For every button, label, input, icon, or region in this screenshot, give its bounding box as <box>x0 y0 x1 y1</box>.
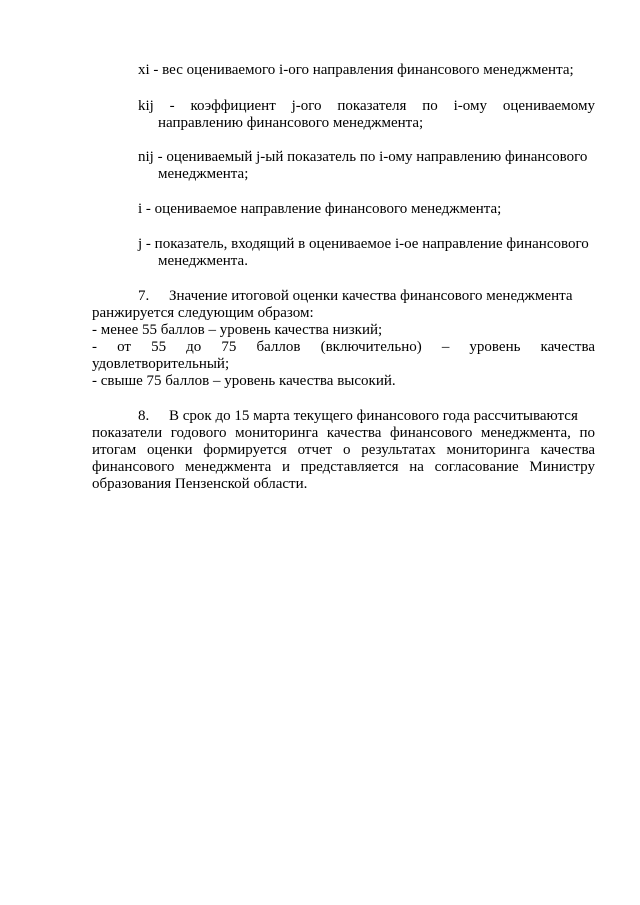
definition-kij <box>138 98 595 132</box>
paragraph-8 <box>92 408 595 493</box>
paragraph-text: показатели годового мониторинга качества финансового менеджмента, по <box>92 425 595 441</box>
definition-text: kij - коэффициент j-ого показателя по i-ому оцениваемому <box>138 98 595 114</box>
paragraph-first-line <box>92 408 595 425</box>
list-item: - свыше 75 баллов – уровень качества высокий. <box>92 373 396 389</box>
paragraph-first-line <box>92 288 595 305</box>
paragraph-number: 8. <box>138 408 150 424</box>
paragraph-text: финансового менеджмента и представляется на согласование Министру <box>92 459 595 475</box>
definition-text: xi - вес оцениваемого i-ого направления финансового менеджмента; <box>138 62 574 78</box>
paragraph-number: 7. <box>138 288 150 304</box>
list-item: - менее 55 баллов – уровень качества низкий; <box>92 322 383 338</box>
list-item-continuation: удовлетворительный; <box>92 356 230 372</box>
paragraph-text: Значение итоговой оценки качества финансового менеджмента <box>169 288 573 304</box>
definition-continuation: направлению финансового менеджмента; <box>158 115 424 131</box>
paragraph-7 <box>92 288 595 390</box>
paragraph-text: образования Пензенской области. <box>92 476 308 492</box>
definition-text: nij - оцениваемый j-ый показатель по i-ому направлению финансового <box>138 149 588 165</box>
definition-xi <box>138 62 595 79</box>
definition-j <box>138 236 595 270</box>
definition-i <box>138 201 595 218</box>
definition-nij <box>138 149 595 183</box>
definition-continuation: менеджмента; <box>158 166 249 182</box>
paragraph-text: В срок до 15 марта текущего финансового года рассчитываются <box>169 408 578 424</box>
paragraph-text: ранжируется следующим образом: <box>92 305 314 321</box>
definition-continuation: менеджмента. <box>158 253 248 269</box>
paragraph-text: итогам оценки формируется отчет о результатах мониторинга качества <box>92 442 595 458</box>
definition-text: i - оцениваемое направление финансового менеджмента; <box>138 201 502 217</box>
definition-text: j - показатель, входящий в оцениваемое i-ое направление финансового <box>138 236 589 252</box>
list-item: - от 55 до 75 баллов (включительно) – уровень качества <box>92 339 595 355</box>
